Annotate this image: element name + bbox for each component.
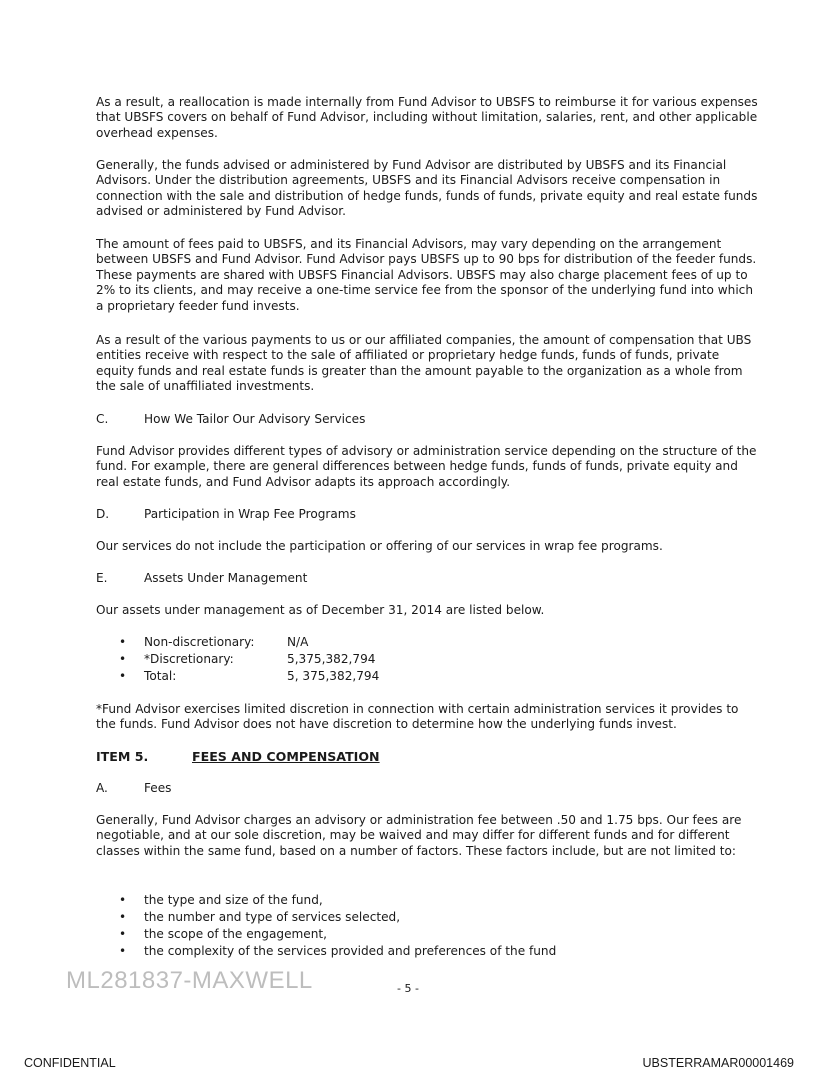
section-c-letter: C. <box>96 412 109 426</box>
section-a-title: Fees <box>144 781 172 795</box>
aum-value: 5,375,382,794 <box>287 652 376 666</box>
section-c-title: How We Tailor Our Advisory Services <box>144 412 366 426</box>
paragraph-wrap-fee: Our services do not include the participation or offering of our services in wrap fee programs. <box>96 539 663 553</box>
factor-text: the scope of the engagement, <box>144 927 327 941</box>
bullet-icon: • <box>119 669 127 683</box>
paragraph-distribution: Generally, the funds advised or administered by Fund Advisor are distributed by UBSFS and its Financial Advisors. Under the distribution agreements, UBSFS and its Financial Advisors receive compensation in connection with the sale and distribution of hedge funds, funds of funds, private equity and real estate funds advised or administered by Fund Advisor. <box>96 158 758 219</box>
aum-value: 5, 375,382,794 <box>287 669 380 683</box>
aum-value: N/A <box>287 635 309 649</box>
aum-label: Non-discretionary: <box>144 635 255 649</box>
paragraph-compensation: As a result of the various payments to us or our affiliated companies, the amount of compensation that UBS entities receive with respect to the sale of affiliated or proprietary hedge funds, funds of funds, private equity funds and real estate funds is greater than the amount payable to the organization as a whole from the sale of unaffiliated investments. <box>96 333 752 394</box>
item-number: ITEM 5. <box>96 749 149 764</box>
bullet-icon: • <box>119 635 127 649</box>
bullet-icon: • <box>119 927 127 941</box>
item-title: FEES AND COMPENSATION <box>192 749 380 764</box>
section-d-title: Participation in Wrap Fee Programs <box>144 507 356 521</box>
bullet-icon: • <box>119 652 127 666</box>
section-d-letter: D. <box>96 507 110 521</box>
paragraph-aum-intro: Our assets under management as of December 31, 2014 are listed below. <box>96 603 545 617</box>
paragraph-fees-paid: The amount of fees paid to UBSFS, and its Financial Advisors, may vary depending on the arrangement between UBSFS and Fund Advisor. Fund Advisor pays UBSFS up to 90 bps for distribution of the feeder funds. These payments are shared with UBSFS Financial Advisors. UBSFS may also charge placement fees of up to 2% to its clients, and may receive a one-time service fee from the sponsor of the underlying fund into which a proprietary feeder fund invests. <box>96 237 757 313</box>
page-number: - 5 - <box>397 982 419 995</box>
aum-label: Total: <box>144 669 177 683</box>
factor-text: the number and type of services selected, <box>144 910 401 924</box>
section-a-letter: A. <box>96 781 108 795</box>
factor-text: the type and size of the fund, <box>144 893 323 907</box>
paragraph-tailor: Fund Advisor provides different types of advisory or administration service depending on the structure of the fund. For example, there are general differences between hedge funds, funds of funds, private equity and real estate funds, and Fund Advisor adapts its approach accordingly. <box>96 444 757 489</box>
bates-number: UBSTERRAMAR00001469 <box>642 1056 794 1070</box>
bullet-icon: • <box>119 893 127 907</box>
bullet-icon: • <box>119 944 127 958</box>
paragraph-discretion-note: *Fund Advisor exercises limited discretion in connection with certain administration services it provides to the funds. Fund Advisor does not have discretion to determine how the underlying funds invest. <box>96 702 739 732</box>
paragraph-reallocation: As a result, a reallocation is made internally from Fund Advisor to UBSFS to reimburse it for various expenses that UBSFS covers on behalf of Fund Advisor, including without limitation, salaries, rent, and other applicable overhead expenses. <box>96 95 758 140</box>
bullet-icon: • <box>119 910 127 924</box>
section-e-title: Assets Under Management <box>144 571 308 585</box>
confidential-label: CONFIDENTIAL <box>24 1056 116 1070</box>
paragraph-fees: Generally, Fund Advisor charges an advisory or administration fee between .50 and 1.75 bps. Our fees are negotiable, and at our sole discretion, may be waived and may differ for different funds and for different classes within the same fund, based on a number of factors. These factors include, but are not limited to: <box>96 813 742 858</box>
factor-text: the complexity of the services provided and preferences of the fund <box>144 944 557 958</box>
aum-label: *Discretionary: <box>144 652 234 666</box>
section-e-letter: E. <box>96 571 108 585</box>
watermark-stamp: ML281837-MAXWELL <box>66 967 313 994</box>
